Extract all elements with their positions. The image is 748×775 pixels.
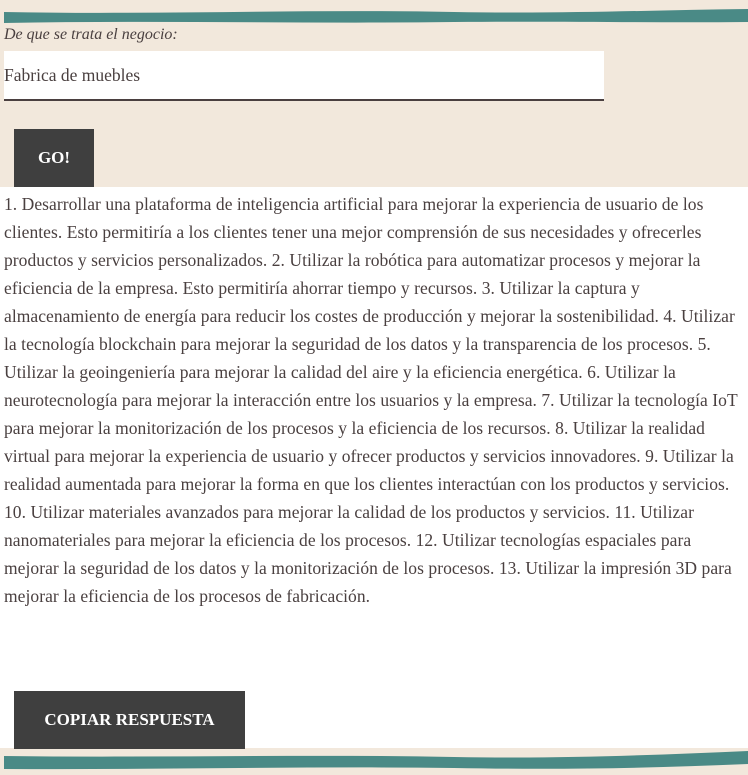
top-wave-shape [4, 0, 748, 24]
answer-text: 1. Desarrollar una plataforma de inteligencia artificial para mejorar la experiencia de usuario de los clientes. Esto permitiría a los clientes tener una mejor comprensión de sus necesidades y ofrecerles productos y servicios personalizados. 2. Utilizar la robótica para automatizar procesos y mejorar la eficiencia de la empresa. Esto permitiría ahorrar tiempo y recursos. 3. Utilizar la captura y almacenamiento de energía para reducir los costes de producción y mejorar la sostenibilidad. 4. Utilizar la tecnología blockchain para mejorar la seguridad de los datos y la transparencia de los procesos. 5. Utilizar la geoingeniería para mejorar la calidad del aire y la eficiencia energética. 6. Utilizar la neurotecnología para mejorar la interacción entre los usuarios y la empresa. 7. Utilizar la tecnología IoT para mejorar la monitorización de los procesos y la eficiencia de los recursos. 8. Utilizar la realidad virtual para mejorar la experiencia de usuario y ofrecer productos y servicios innovadores. 9. Utilizar la realidad aumentada para mejorar la forma en que los clientes interactúan con los productos y servicios. 10. Utilizar materiales avanzados para mejorar la calidad de los productos y servicios. 11. Utilizar nanomateriales para mejorar la eficiencia de los procesos. 12. Utilizar tecnologías espaciales para mejorar la seguridad de los datos y la monitorización de los procesos. 13. Utilizar la impresión 3D para mejorar la eficiencia de los procesos de fabricación. [4, 194, 738, 606]
go-button[interactable]: GO! [14, 129, 94, 187]
business-description-input[interactable] [4, 51, 604, 99]
bottom-wave-shape [4, 748, 748, 772]
top-decorative-bar [4, 0, 748, 24]
copy-answer-button[interactable]: COPIAR RESPUESTA [14, 691, 245, 749]
business-input-container [4, 51, 604, 101]
business-question-label: De que se trata el negocio: [4, 26, 178, 43]
bottom-decorative-bar [4, 748, 748, 772]
